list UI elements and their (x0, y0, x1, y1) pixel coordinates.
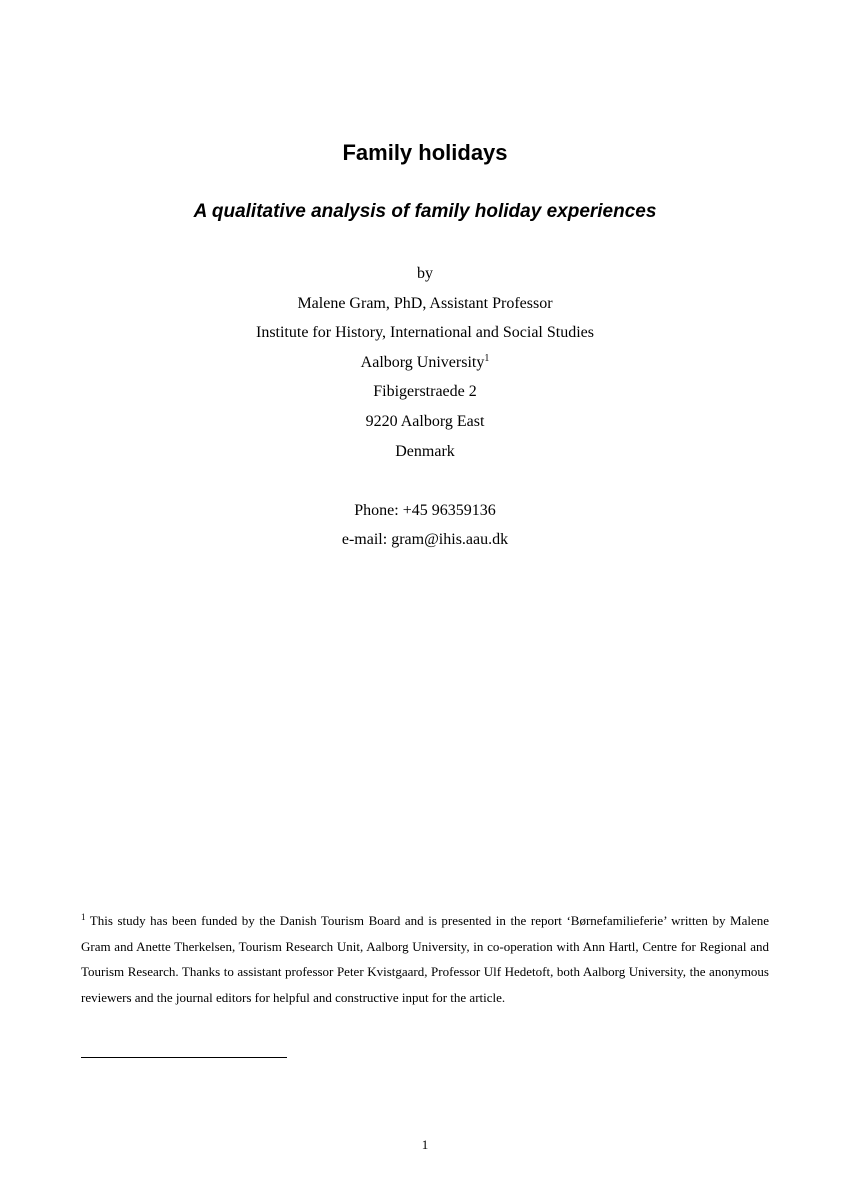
author-city: 9220 Aalborg East (365, 412, 485, 430)
author-block (0, 259, 850, 555)
footnote (81, 908, 769, 1011)
footnote-mark: 1 (81, 912, 86, 922)
footnote-separator-rule (81, 1057, 287, 1058)
footnote-text: This study has been funded by the Danish Tourism Board and is presented in the report ‘Børnefamilieferie’ written by Malene Gram and Anette Therkelsen, Tourism Research Unit, Aalborg University, in co-operation with Ann Hartl, Centre for Regional and Tourism Research. Thanks to assistant professor Peter Kvistgaard, Professor Ulf Hedetoft, both Aalborg University, the anonymous reviewers and the journal editors for helpful and constructive input for the article. (81, 913, 769, 1006)
author-name: Malene Gram, PhD, Assistant Professor (297, 294, 553, 312)
paper-subtitle: A qualitative analysis of family holiday experiences (193, 201, 657, 222)
author-institute: Institute for History, International and Social Studies (255, 324, 594, 342)
author-street: Fibigerstraede 2 (373, 383, 477, 401)
author-university: Aalborg University (360, 353, 485, 371)
by-line: by (417, 265, 433, 282)
author-phone: Phone: +45 96359136 (354, 501, 496, 519)
address-contact-spacer (0, 466, 850, 496)
paper-title: Family holidays (342, 140, 508, 165)
author-email[interactable]: e-mail: gram@ihis.aau.dk (341, 531, 509, 549)
author-country: Denmark (395, 442, 455, 460)
author-university-line (0, 348, 850, 378)
page-number: 1 (421, 1137, 429, 1152)
footnote-reference-mark[interactable]: 1 (484, 352, 490, 364)
